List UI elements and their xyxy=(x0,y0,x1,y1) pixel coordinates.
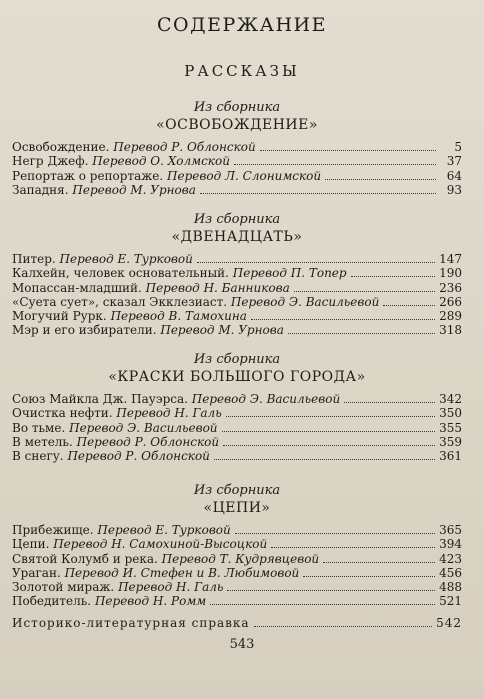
entry-translator: Перевод П. Топер xyxy=(232,266,347,281)
dot-leader xyxy=(197,253,435,263)
section-tsepi xyxy=(12,483,462,609)
entry-story: Западня. xyxy=(12,182,69,197)
dot-leader xyxy=(235,524,435,534)
entry-translator: Перевод Е. Турковой xyxy=(97,523,231,537)
section-title: «ДВЕНАДЦАТЬ» xyxy=(171,229,303,245)
page-title: СОДЕРЖАНИЕ xyxy=(157,14,327,36)
dot-leader xyxy=(260,141,436,151)
entry-translator: Перевод Р. Облонской xyxy=(67,449,210,464)
entry-translator: Перевод Э. Васильевой xyxy=(230,294,380,309)
toc-entry xyxy=(12,537,462,551)
entry-translator: Перевод И. Стефен и В. Любимовой xyxy=(64,565,300,580)
entry-title xyxy=(12,449,210,463)
entry-translator: Перевод Н. Галь xyxy=(116,406,222,421)
entry-translator: Перевод Р. Облонской xyxy=(113,140,256,154)
entry-page: 289 xyxy=(439,309,462,324)
entry-page: 361 xyxy=(439,449,462,464)
entry-story: Золотой мираж. xyxy=(12,580,115,595)
dot-leader xyxy=(223,436,435,446)
toc-entry xyxy=(12,449,462,463)
section-title: «ОСВОБОЖДЕНИЕ» xyxy=(156,117,318,133)
entry-page: 350 xyxy=(439,406,462,421)
entry-translator: Перевод Н. Ромм xyxy=(94,594,207,609)
entry-story: Цепи. xyxy=(12,537,50,552)
entry-translator: Перевод М. Урнова xyxy=(72,182,196,197)
dot-leader xyxy=(234,155,436,165)
entry-page: 423 xyxy=(439,551,462,566)
toc-entry xyxy=(12,295,462,309)
entry-page: 147 xyxy=(439,252,462,266)
section-subtitle: Из сборника xyxy=(193,483,281,498)
entry-story: Ураган. xyxy=(12,565,61,580)
entry-story: Очистка нефти. xyxy=(12,406,113,421)
entry-title xyxy=(12,252,193,266)
dot-leader xyxy=(251,310,435,320)
entry-page: 93 xyxy=(446,182,462,197)
entry-story: Мэр и его избиратели. xyxy=(12,323,157,338)
dot-leader xyxy=(325,170,436,180)
toc-entry xyxy=(12,523,462,537)
toc-entry xyxy=(12,566,462,580)
entry-translator: Перевод Н. Самохиной-Высоцкой xyxy=(53,537,268,552)
entry-story: Прибежище. xyxy=(12,523,94,537)
entry-translator: Перевод Э. Васильевой xyxy=(191,392,341,406)
dot-leader xyxy=(351,267,436,277)
toc-entry xyxy=(12,435,462,449)
entry-page: 355 xyxy=(439,420,462,435)
entry-page: 488 xyxy=(439,580,462,595)
entry-title xyxy=(12,580,223,594)
entry-title xyxy=(12,154,230,168)
entry-page: 236 xyxy=(439,280,462,295)
entry-story: В снегу. xyxy=(12,449,64,464)
toc-entry xyxy=(12,421,462,435)
entry-translator: Перевод Н. Галь xyxy=(118,580,224,595)
entry-story: Могучий Рурк. xyxy=(12,309,107,324)
entry-page: 342 xyxy=(439,392,462,406)
entry-translator: Перевод Л. Слонимской xyxy=(167,168,322,183)
dot-leader xyxy=(214,450,435,460)
entry-story: Союз Майкла Дж. Пауэрса. xyxy=(12,392,188,406)
entry-title xyxy=(12,406,222,420)
section-kraski xyxy=(12,352,462,463)
section-subtitle: Из сборника xyxy=(193,352,281,367)
dot-leader xyxy=(271,538,435,548)
entry-translator: Перевод Т. Кудрявцевой xyxy=(161,551,320,566)
dot-leader xyxy=(227,581,435,591)
entry-page: 365 xyxy=(439,523,462,537)
section-subtitle: Из сборника xyxy=(193,100,281,115)
entry-story: В метель. xyxy=(12,434,73,449)
entry-title xyxy=(12,552,319,566)
entry-title xyxy=(12,266,347,280)
section-title: «КРАСКИ БОЛЬШОГО ГОРОДА» xyxy=(108,369,366,385)
entry-title xyxy=(12,537,267,551)
dot-leader xyxy=(288,324,435,334)
final-entry xyxy=(12,616,462,630)
dot-leader xyxy=(344,393,435,403)
entry-story: Питер. xyxy=(12,252,56,266)
entry-page: 542 xyxy=(436,616,462,630)
section-dvenadtsat xyxy=(12,212,462,338)
toc-entry xyxy=(12,580,462,594)
dot-leader xyxy=(294,282,435,292)
toc-entry xyxy=(12,552,462,566)
entry-title xyxy=(12,523,231,537)
entry-title xyxy=(12,435,219,449)
toc-entry xyxy=(12,169,462,183)
entry-page: 64 xyxy=(446,168,462,183)
entry-translator: Перевод О. Холмской xyxy=(92,154,230,169)
entry-story: Святой Колумб и река. xyxy=(12,551,158,566)
entry-translator: Перевод Н. Банникова xyxy=(145,280,290,295)
dot-leader xyxy=(226,407,435,417)
entry-translator: Перевод Р. Облонской xyxy=(76,434,220,449)
dot-leader xyxy=(200,184,436,194)
entry-story: Калхейн, человек основательный. xyxy=(12,266,229,281)
entry-story: Мопассан-младший. xyxy=(12,280,142,295)
entry-page: 456 xyxy=(439,565,462,580)
entry-title xyxy=(12,140,256,154)
entry-title xyxy=(12,169,321,183)
entry-page: 394 xyxy=(439,537,462,552)
section-title: «ЦЕПИ» xyxy=(203,500,271,516)
entry-story: Репортаж о репортаже. xyxy=(12,168,164,183)
toc-entry xyxy=(12,392,462,406)
entry-page: 318 xyxy=(439,323,462,338)
entry-story: Освобождение. xyxy=(12,140,110,154)
dot-leader xyxy=(210,595,435,605)
toc-entry xyxy=(12,154,462,168)
toc-entry xyxy=(12,266,462,280)
toc-entry xyxy=(12,183,462,197)
dot-leader xyxy=(222,422,436,432)
section-subtitle: Из сборника xyxy=(193,212,281,227)
entry-title xyxy=(12,281,290,295)
dot-leader xyxy=(323,553,435,563)
entry-page: 37 xyxy=(446,154,462,169)
dot-leader xyxy=(303,567,435,577)
entry-translator: Перевод М. Урнова xyxy=(160,323,284,338)
entry-page: 190 xyxy=(439,266,462,281)
dot-leader xyxy=(383,296,435,306)
page-number: 543 xyxy=(229,637,255,652)
entry-page: 521 xyxy=(439,594,462,609)
toc-entry xyxy=(12,594,462,608)
entry-story: «Суета сует», сказал Экклезиаст. xyxy=(12,294,228,309)
entry-title xyxy=(12,594,206,608)
dot-leader xyxy=(254,617,433,627)
entry-page: 266 xyxy=(439,294,462,309)
entry-title xyxy=(12,421,218,435)
entry-story: Победитель. xyxy=(12,594,92,609)
toc-entry xyxy=(12,140,462,154)
section-osvobozhdenie xyxy=(12,100,462,197)
toc-entry xyxy=(12,406,462,420)
part-title: РАССКАЗЫ xyxy=(184,62,300,80)
entry-story: Во тьме. xyxy=(12,420,66,435)
entry-title xyxy=(12,295,379,309)
entry-translator: Перевод Е. Турковой xyxy=(59,252,193,266)
entry-translator: Перевод В. Тамохина xyxy=(110,309,247,324)
toc-entry xyxy=(12,281,462,295)
entry-title xyxy=(12,566,299,580)
entry-page: 5 xyxy=(454,140,462,154)
toc-entry xyxy=(12,323,462,337)
entry-translator: Перевод Э. Васильевой xyxy=(69,420,218,435)
entry-title: Историко-литературная справка xyxy=(12,616,250,630)
entry-story: Негр Джеф. xyxy=(12,154,89,169)
toc-entry xyxy=(12,252,462,266)
entry-title xyxy=(12,309,247,323)
entry-title xyxy=(12,183,196,197)
toc-entry xyxy=(12,309,462,323)
entry-page: 359 xyxy=(439,434,462,449)
entry-title xyxy=(12,323,284,337)
toc-entry xyxy=(12,616,462,630)
entry-title xyxy=(12,392,340,406)
